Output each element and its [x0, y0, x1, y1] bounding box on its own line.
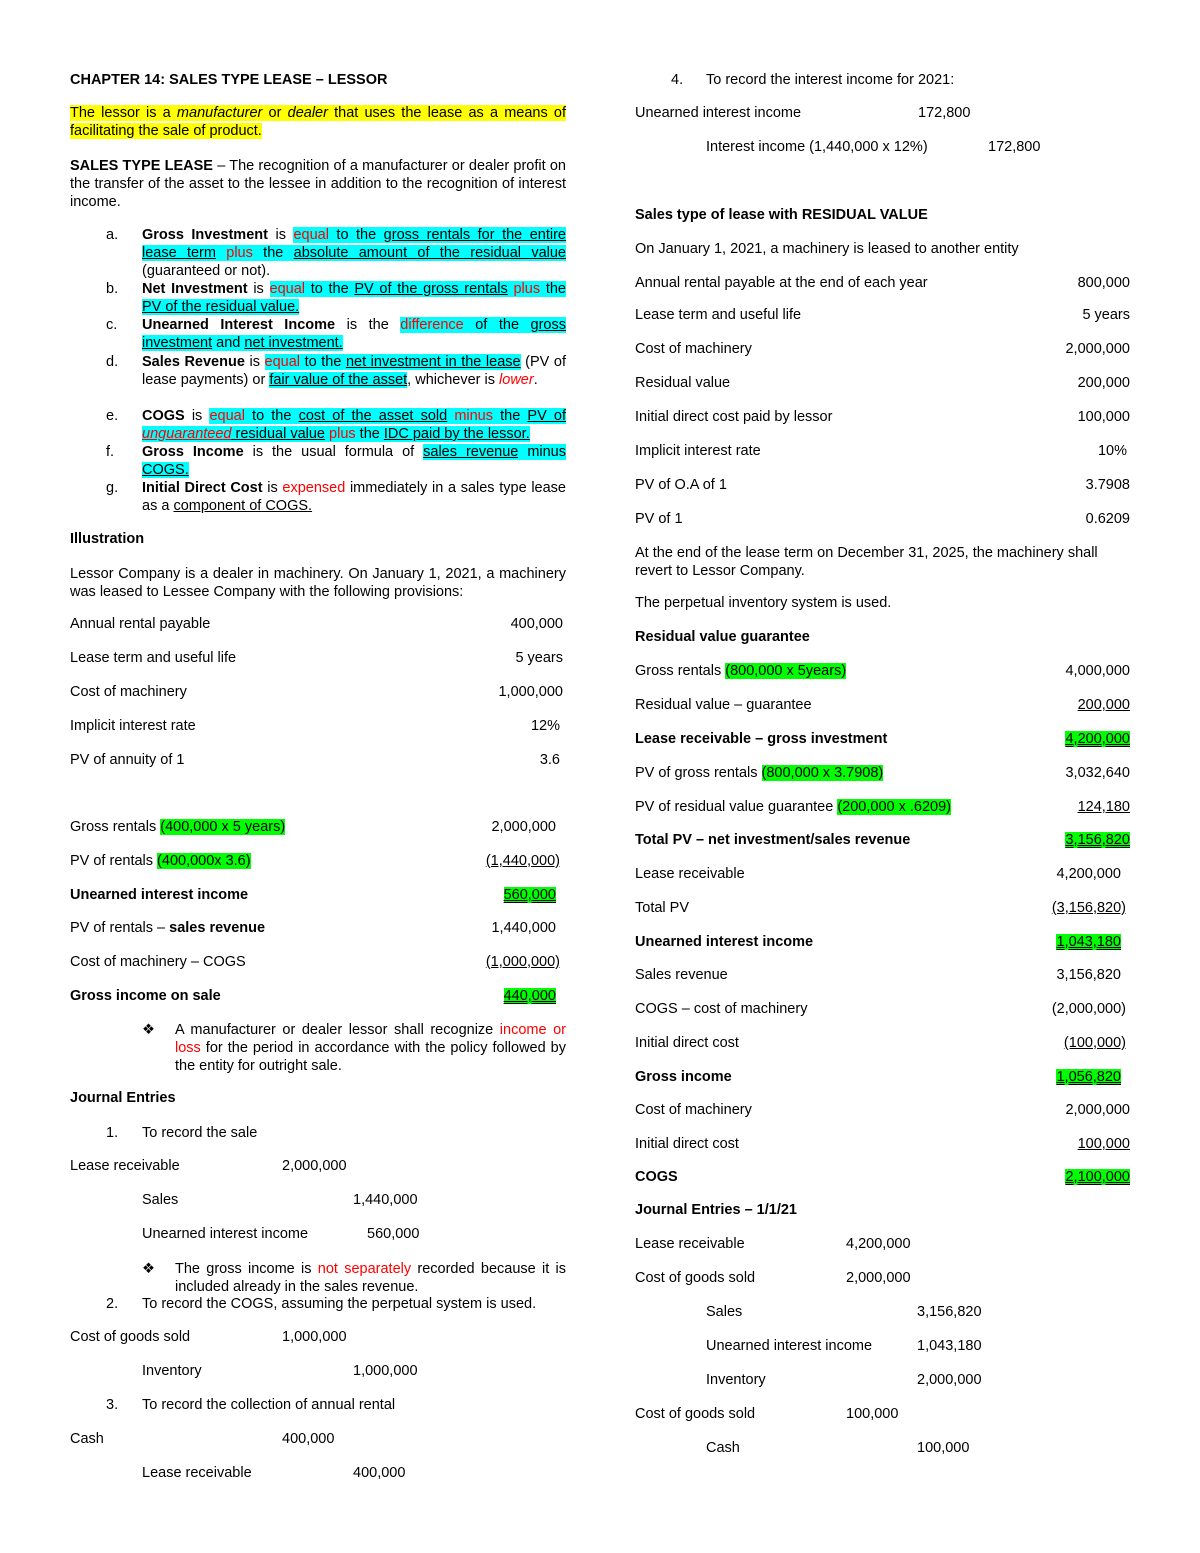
underlined-text: gross investment: [142, 317, 566, 351]
intro-or: or: [262, 105, 288, 121]
gross-rentals-value: 2,000,000: [491, 819, 556, 835]
je2-debit-label: Cost of goods sold: [70, 1329, 191, 1345]
keyword-red: equal: [293, 227, 329, 243]
row-note: (800,000 x 3.7908): [761, 765, 884, 781]
cost-label: Cost of machinery – COGS: [70, 954, 246, 970]
cogs-label: COGS – cost of machinery: [635, 1001, 808, 1017]
idc-value: (100,000): [1063, 1035, 1126, 1051]
text: minus: [518, 444, 566, 460]
com-value: 2,000,000: [1065, 1102, 1130, 1118]
je-heading: Journal Entries – 1/1/21: [635, 1202, 797, 1218]
je3-debit-label: Cash: [70, 1431, 104, 1447]
journal-heading: Journal Entries: [70, 1090, 176, 1106]
diamond-bullet-icon: ❖: [142, 1261, 155, 1277]
tpv-value: 3,156,820: [1065, 832, 1130, 848]
uii-value: 1,043,180: [1056, 934, 1121, 950]
list-letter: g.: [106, 480, 119, 496]
je-debit-value: 4,200,000: [846, 1236, 911, 1252]
provision-label: Implicit interest rate: [70, 718, 196, 734]
residual-item-label: Residual value: [635, 375, 731, 391]
je3-title: To record the collection of annual rental: [142, 1397, 396, 1413]
pv-residual-value: 124,180: [1077, 799, 1130, 815]
cogs2-value: 2,100,000: [1065, 1169, 1130, 1185]
tpv2-label: Total PV: [635, 900, 689, 916]
je-credit-value: 100,000: [917, 1440, 970, 1456]
residual-item-label: Lease term and useful life: [635, 307, 802, 323]
list-item-b: [70, 280, 566, 316]
keyword-red: lower: [499, 372, 534, 388]
term: Gross Income: [142, 444, 244, 460]
pv-gross-value: 3,032,640: [1065, 765, 1130, 781]
underlined-text: PV of the gross rentals: [354, 281, 508, 297]
keyword-red: not separately: [317, 1261, 412, 1277]
je-credit-value: 3,156,820: [917, 1304, 982, 1320]
gross-income-value: 440,000: [503, 988, 556, 1004]
unearned-value: 560,000: [503, 887, 556, 903]
sr-label: Sales revenue: [635, 967, 728, 983]
text: to the: [305, 281, 355, 297]
je-credit-label: Sales: [706, 1304, 743, 1320]
text: to the: [328, 227, 384, 243]
rv-label: Residual value – guarantee: [635, 697, 812, 713]
underlined-text: gross rentals for the entire lease term: [142, 227, 566, 261]
text: for the period in accordance with the policy followed by the entity for outright sale.: [175, 1040, 566, 1074]
rv-value: 200,000: [1077, 697, 1130, 713]
gross-rentals-value: 4,000,000: [1065, 663, 1130, 679]
list-item-c: [70, 316, 566, 352]
je2-credit-label: Inventory: [142, 1363, 202, 1379]
lr2-label: Lease receivable: [635, 866, 745, 882]
residual-intro: On January 1, 2021, a machinery is leased to another entity: [635, 241, 1019, 257]
keyword-red: expensed: [282, 480, 346, 496]
chapter-title: CHAPTER 14: SALES TYPE LEASE – LESSOR: [70, 72, 388, 88]
je4-title: To record the interest income for 2021:: [706, 72, 955, 88]
definition-term: SALES TYPE LEASE: [70, 158, 213, 174]
note-2: [70, 1260, 566, 1296]
underlined-text: net investment in the lease: [345, 354, 521, 370]
provision-value: 1,000,000: [498, 684, 563, 700]
keyword-red: equal: [269, 281, 305, 297]
text: to the: [244, 408, 299, 424]
pv-rentals-value: (1,440,000): [485, 853, 560, 869]
gross-rentals-row: [635, 663, 846, 679]
definition-text: – The recognition of a manufacturer or dealer profit on the transfer of the asset to the lessee in addition to the recognition of interest income.: [70, 158, 566, 210]
lr2-value: 4,200,000: [1056, 866, 1121, 882]
intro-dealer: dealer: [287, 105, 328, 121]
com-label: Cost of machinery: [635, 1102, 752, 1118]
residual-item-value: 10%: [1097, 443, 1127, 459]
cogs2-label: COGS: [635, 1169, 678, 1185]
provision-value: 400,000: [510, 616, 563, 632]
underlined-text: COGS.: [142, 462, 189, 478]
je3-credit-value: 400,000: [353, 1465, 406, 1481]
underlined-text: component of COGS.: [173, 498, 313, 514]
residual-item-label: Initial direct cost paid by lessor: [635, 409, 833, 425]
residual-item-value: 2,000,000: [1065, 341, 1130, 357]
text: The gross income is: [175, 1261, 318, 1277]
keyword-red: minus: [447, 408, 501, 424]
provision-label: Lease term and useful life: [70, 650, 237, 666]
gi-value: 1,056,820: [1056, 1069, 1121, 1085]
je4-debit-label: Unearned interest income: [635, 105, 802, 121]
text: is: [244, 354, 265, 370]
list-item-g: [70, 479, 566, 515]
underlined-text: PV of the residual value.: [142, 299, 300, 315]
list-item-e: [70, 407, 566, 443]
cost-value: (1,000,000): [485, 954, 560, 970]
rvg-heading: Residual value guarantee: [635, 629, 810, 645]
row-label: PV of residual value guarantee: [635, 799, 838, 815]
term: Initial Direct Cost: [142, 480, 263, 496]
je2-title: To record the COGS, assuming the perpetual system is used.: [142, 1296, 537, 1312]
cogs-value: (2,000,000): [1051, 1001, 1126, 1017]
je3-number: 3.: [106, 1397, 119, 1413]
text: the: [545, 281, 566, 297]
text: .: [533, 372, 538, 388]
je-credit-label: Cash: [706, 1440, 740, 1456]
underlined-text: residual value: [231, 426, 325, 442]
intro-text-2: that uses the lease as a means of facilitating the sale of product.: [70, 105, 566, 139]
underlined-text: absolute amount of the residual value: [293, 245, 566, 261]
text: is: [247, 281, 270, 297]
idc2-value: 100,000: [1077, 1136, 1130, 1152]
text: of the: [463, 317, 531, 333]
idc2-label: Initial direct cost: [635, 1136, 739, 1152]
text: immediately in a sales type lease as a: [142, 480, 566, 514]
list-letter: a.: [106, 227, 119, 243]
term: Sales Revenue: [142, 354, 245, 370]
row-label: PV of rentals –: [70, 920, 170, 936]
lr-value: 4,200,000: [1065, 731, 1130, 747]
idc-label: Initial direct cost: [635, 1035, 739, 1051]
je-debit-value: 2,000,000: [846, 1270, 911, 1286]
pv-sales-row: [70, 920, 265, 936]
je-credit-value: 2,000,000: [917, 1372, 982, 1388]
row-label-bold: sales revenue: [169, 920, 266, 936]
je2-credit-value: 1,000,000: [353, 1363, 418, 1379]
text: is: [267, 227, 294, 243]
list-item-f: [70, 443, 566, 479]
keyword-red: plus: [325, 426, 360, 442]
term: Unearned Interest Income: [142, 317, 336, 333]
text: (guaranteed or not).: [142, 263, 271, 279]
list-letter: e.: [106, 408, 119, 424]
keyword-red: plus: [507, 281, 546, 297]
provision-value: 5 years: [515, 650, 563, 666]
provision-value: 3.6: [539, 752, 560, 768]
keyword-red: income or loss: [175, 1022, 566, 1056]
revert-text: At the end of the lease term on December 31, 2025, the machinery shall revert to Lessor Company.: [635, 545, 1098, 579]
tpv2-value: (3,156,820): [1051, 900, 1126, 916]
text: (PV of lease payments) or: [142, 354, 566, 388]
uii-label: Unearned interest income: [635, 934, 814, 950]
je1-credit-label: Sales: [142, 1192, 179, 1208]
residual-item-label: Implicit interest rate: [635, 443, 761, 459]
text: and: [212, 335, 245, 351]
je-debit-label: Cost of goods sold: [635, 1270, 756, 1286]
text: is: [184, 408, 210, 424]
illustration-heading: Illustration: [70, 531, 145, 547]
term: Gross Investment: [142, 227, 268, 243]
list-letter: b.: [106, 281, 119, 297]
unearned-label: Unearned interest income: [70, 887, 249, 903]
pv-gross-row: [635, 765, 883, 781]
gi-label: Gross income: [635, 1069, 732, 1085]
list-letter: c.: [106, 317, 118, 333]
je-credit-label: Unearned interest income: [706, 1338, 873, 1354]
je-credit-value: 1,043,180: [917, 1338, 982, 1354]
keyword-red: difference: [400, 317, 464, 333]
sr-value: 3,156,820: [1056, 967, 1121, 983]
je4-debit-value: 172,800: [918, 105, 971, 121]
keyword-red: equal: [209, 408, 245, 424]
diamond-bullet-icon: ❖: [142, 1022, 155, 1038]
illustration-text: Lessor Company is a dealer in machinery. On January 1, 2021, a machinery was leased to Lessee Company with the following provisions:: [70, 566, 566, 600]
je4-credit-label: Interest income (1,440,000 x 12%): [706, 139, 928, 155]
je1-debit-label: Lease receivable: [70, 1158, 180, 1174]
row-note: (400,000 x 5 years): [160, 819, 286, 835]
underlined-text: net investment.: [244, 335, 343, 351]
je-credit-label: Inventory: [706, 1372, 766, 1388]
text: is: [262, 480, 283, 496]
je1-number: 1.: [106, 1125, 119, 1141]
residual-item-value: 800,000: [1077, 275, 1130, 291]
row-label: Gross rentals: [635, 663, 726, 679]
text: A manufacturer or dealer lessor shall recognize: [175, 1022, 500, 1038]
residual-item-label: PV of 1: [635, 511, 683, 527]
row-label: Gross rentals: [70, 819, 161, 835]
pv-sales-value: 1,440,000: [491, 920, 556, 936]
underlined-text: PV of: [527, 408, 566, 424]
je1-title: To record the sale: [142, 1125, 258, 1141]
je-debit-label: Lease receivable: [635, 1236, 745, 1252]
keyword-red: equal: [264, 354, 300, 370]
je4-number: 4.: [671, 72, 684, 88]
je2-debit-value: 1,000,000: [282, 1329, 347, 1345]
je-debit-label: Cost of goods sold: [635, 1406, 756, 1422]
intro-manufacturer: manufacturer: [176, 105, 263, 121]
je-debit-value: 100,000: [846, 1406, 899, 1422]
provision-value: 12%: [530, 718, 560, 734]
underlined-text: sales revenue: [423, 444, 519, 460]
je1-credit-label: Unearned interest income: [142, 1226, 309, 1242]
tpv-label: Total PV – net investment/sales revenue: [635, 832, 911, 848]
list-item-d: [70, 353, 566, 389]
underlined-text: fair value of the asset: [269, 372, 408, 388]
text: is the usual formula of: [243, 444, 424, 460]
underlined-text: IDC paid by the lessor.: [383, 426, 530, 442]
intro-paragraph: [70, 104, 566, 140]
je2-number: 2.: [106, 1296, 119, 1312]
residual-item-value: 5 years: [1082, 307, 1130, 323]
intro-text-1: The lessor is a: [70, 105, 177, 121]
text: recorded because it is included already in the sales revenue.: [175, 1261, 566, 1295]
text: the: [500, 408, 528, 424]
provision-label: PV of annuity of 1: [70, 752, 185, 768]
pv-rentals-row: [70, 853, 251, 869]
row-note: (200,000 x .6209): [837, 799, 951, 815]
row-note: (800,000 x 5years): [725, 663, 847, 679]
residual-item-label: Annual rental payable at the end of each year: [635, 275, 928, 291]
gross-income-label: Gross income on sale: [70, 988, 221, 1004]
text: is the: [335, 317, 401, 333]
pv-residual-row: [635, 799, 951, 815]
residual-item-value: 200,000: [1077, 375, 1130, 391]
residual-item-value: 3.7908: [1085, 477, 1130, 493]
keyword-red: unguaranteed: [142, 426, 232, 442]
text: the: [263, 245, 294, 261]
provision-label: Cost of machinery: [70, 684, 187, 700]
list-item-a: [70, 226, 566, 280]
je1-credit-value: 560,000: [367, 1226, 420, 1242]
text: , whichever is: [407, 372, 500, 388]
residual-item-label: Cost of machinery: [635, 341, 752, 357]
list-letter: f.: [106, 444, 115, 460]
je1-credit-value: 1,440,000: [353, 1192, 418, 1208]
list-letter: d.: [106, 354, 119, 370]
je1-debit-value: 2,000,000: [282, 1158, 347, 1174]
text: to the: [300, 354, 346, 370]
text: the: [359, 426, 384, 442]
underlined-text: cost of the asset sold: [298, 408, 448, 424]
je3-credit-label: Lease receivable: [142, 1465, 252, 1481]
row-label: PV of gross rentals: [635, 765, 762, 781]
perpetual-text: The perpetual inventory system is used.: [635, 595, 892, 611]
residual-item-label: PV of O.A of 1: [635, 477, 727, 493]
je3-debit-value: 400,000: [282, 1431, 335, 1447]
gross-rentals-row: [70, 819, 285, 835]
note-1: [70, 1021, 566, 1075]
residual-item-value: 100,000: [1077, 409, 1130, 425]
residual-heading: Sales type of lease with RESIDUAL VALUE: [635, 207, 928, 223]
term: Net Investment: [142, 281, 248, 297]
residual-item-value: 0.6209: [1085, 511, 1130, 527]
keyword-red: plus: [215, 245, 264, 261]
row-note: (400,000x 3.6): [157, 853, 251, 869]
row-label: PV of rentals: [70, 853, 158, 869]
je4-credit-value: 172,800: [988, 139, 1041, 155]
definition-paragraph: [70, 157, 566, 211]
term: COGS: [142, 408, 185, 424]
lr-label: Lease receivable – gross investment: [635, 731, 888, 747]
provision-label: Annual rental payable: [70, 616, 211, 632]
